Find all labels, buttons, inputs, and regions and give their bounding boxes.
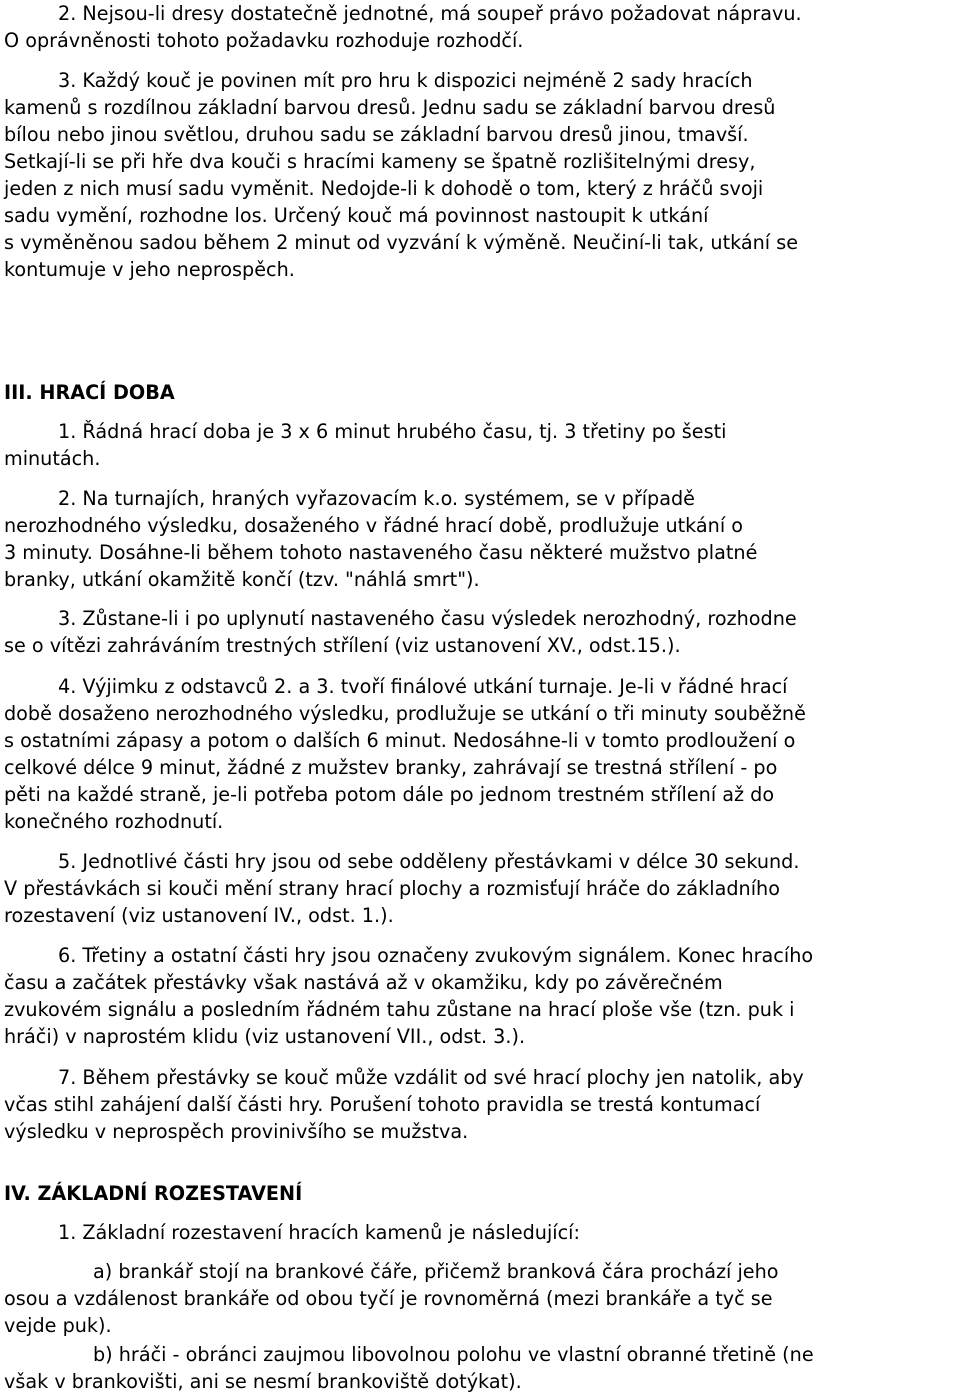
text-line: 4. Výjimku z odstavců 2. a 3. tvoří finálové utkání turnaje. Je-li v řádné hrací bbox=[58, 675, 788, 698]
text-line: 2. Nejsou-li dresy dostatečně jednotné, má soupeř právo požadovat nápravu. bbox=[58, 2, 802, 25]
text-line: osou a vzdálenost brankáře od obou tyčí je rovnoměrná (mezi brankáře a tyč se bbox=[4, 1287, 773, 1310]
text-line: b) hráči - obránci zaujmou libovolnou polohu ve vlastní obranné třetině (ne bbox=[93, 1343, 814, 1366]
text-line: 7. Během přestávky se kouč může vzdálit od své hrací plochy jen natolik, aby bbox=[58, 1066, 804, 1089]
text-line: 6. Třetiny a ostatní části hry jsou označeny zvukovým signálem. Konec hracího bbox=[58, 944, 814, 967]
text-line: O oprávněnosti tohoto požadavku rozhoduje rozhodčí. bbox=[4, 29, 524, 52]
text-line: 3 minuty. Dosáhne-li během tohoto nastaveného času některé mužstvo platné bbox=[4, 541, 758, 564]
text-line: výsledku v neprospěch provinivšího se mužstva. bbox=[4, 1120, 469, 1143]
text-line: včas stihl zahájení další části hry. Porušení tohoto pravidla se trestá kontumací bbox=[4, 1093, 761, 1116]
text-line: době dosaženo nerozhodného výsledku, prodlužuje se utkání o tři minuty souběžně bbox=[4, 702, 806, 725]
text-line: 1. Řádná hrací doba je 3 x 6 minut hrubého času, tj. 3 třetiny po šesti bbox=[58, 420, 727, 443]
text-line: se o vítězi zahráváním trestných střílení (viz ustanovení XV., odst.15.). bbox=[4, 634, 681, 657]
text-line: V přestávkách si kouči mění strany hrací plochy a rozmisťují hráče do základního bbox=[4, 877, 780, 900]
text-line: 5. Jednotlivé části hry jsou od sebe odděleny přestávkami v délce 30 sekund. bbox=[58, 850, 800, 873]
text-line: bílou nebo jinou světlou, druhou sadu se základní barvou dresů jinou, tmavší. bbox=[4, 123, 749, 146]
text-line: zvukovém signálu a posledním řádném tahu zůstane na hrací ploše vše (tzn. puk i bbox=[4, 998, 795, 1021]
text-line: s vyměněnou sadou během 2 minut od vyzvání k výměně. Neučiní-li tak, utkání se bbox=[4, 231, 799, 254]
text-line: 2. Na turnajích, hraných vyřazovacím k.o. systémem, se v případě bbox=[58, 487, 695, 510]
text-line: kontumuje v jeho neprospěch. bbox=[4, 258, 295, 281]
text-line: kamenů s rozdílnou základní barvou dresů. Jednu sadu se základní barvou dresů bbox=[4, 96, 776, 119]
section-heading: IV. ZÁKLADNÍ ROZESTAVENÍ bbox=[4, 1182, 303, 1205]
text-line: minutách. bbox=[4, 447, 101, 470]
section-heading: III. HRACÍ DOBA bbox=[4, 381, 175, 404]
text-line: s ostatními zápasy a potom o dalších 6 minut. Nedosáhne-li v tomto prodloužení o bbox=[4, 729, 796, 752]
text-line: a) brankář stojí na brankové čáře, přičemž branková čára prochází jeho bbox=[93, 1260, 779, 1283]
text-line: pěti na každé straně, je-li potřeba potom dále po jednom trestném střílení až do bbox=[4, 783, 775, 806]
text-line: konečného rozhodnutí. bbox=[4, 810, 224, 833]
text-line: sadu vymění, rozhodne los. Určený kouč má povinnost nastoupit k utkání bbox=[4, 204, 709, 227]
text-line: 3. Zůstane-li i po uplynutí nastaveného času výsledek nerozhodný, rozhodne bbox=[58, 607, 797, 630]
text-line: Setkají-li se při hře dva kouči s hracími kameny se špatně rozlišitelnými dresy, bbox=[4, 150, 756, 173]
text-line: hráči) v naprostém klidu (viz ustanovení VII., odst. 3.). bbox=[4, 1025, 526, 1048]
text-line: celkové délce 9 minut, žádné z mužstev branky, zahrávají se trestná střílení - po bbox=[4, 756, 778, 779]
text-line: rozestavení (viz ustanovení IV., odst. 1.). bbox=[4, 904, 394, 927]
text-line: nerozhodného výsledku, dosaženého v řádné hrací době, prodlužuje utkání o bbox=[4, 514, 744, 537]
text-line: však v brankovišti, ani se nesmí brankoviště dotýkat). bbox=[4, 1370, 522, 1393]
text-line: branky, utkání okamžitě končí (tzv. "náhlá smrt"). bbox=[4, 568, 480, 591]
text-line: 3. Každý kouč je povinen mít pro hru k dispozici nejméně 2 sady hracích bbox=[58, 69, 753, 92]
text-line: času a začátek přestávky však nastává až v okamžiku, kdy po závěrečném bbox=[4, 971, 723, 994]
text-line: 1. Základní rozestavení hracích kamenů je následující: bbox=[58, 1221, 580, 1244]
text-line: jeden z nich musí sadu vyměnit. Nedojde-li k dohodě o tom, který z hráčů svoji bbox=[4, 177, 764, 200]
text-line: vejde puk). bbox=[4, 1314, 112, 1337]
